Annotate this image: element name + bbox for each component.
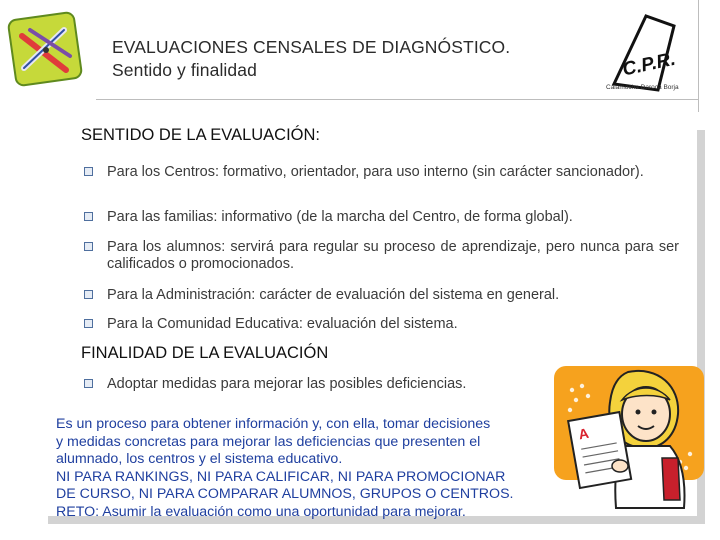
square-bullet-icon	[84, 167, 93, 176]
page-subtitle: Sentido y finalidad	[112, 60, 257, 80]
closing-line: Es un proceso para obtener información y, con ella, tomar decisiones	[56, 416, 491, 432]
svg-text:A: A	[577, 424, 590, 443]
closing-line: NI PARA RANKINGS, NI PARA CALIFICAR, NI PARA PROMOCIONAR	[56, 468, 506, 485]
list-item	[84, 287, 679, 304]
list-item	[84, 239, 679, 273]
list-item-text: Para las familias: informativo (de la marcha del Centro, de forma global).	[107, 209, 573, 225]
closing-paragraph	[56, 416, 513, 521]
list-item	[84, 316, 679, 333]
closing-line: alumnado, los centros y el sistema educativo.	[56, 451, 343, 467]
square-bullet-icon	[84, 212, 93, 221]
header-divider-vertical	[698, 0, 699, 112]
closing-line: DE CURSO, NI PARA COMPARAR ALUMNOS, GRUPOS O CENTROS.	[56, 486, 514, 502]
list-item-text: Para los Centros: formativo, orientador, para uso interno (sin carácter sancionador).	[107, 164, 644, 180]
square-bullet-icon	[84, 319, 93, 328]
square-bullet-icon	[84, 290, 93, 299]
list-item-text: Para la Comunidad Educativa: evaluación del sistema.	[107, 316, 458, 332]
closing-line: RETO: Asumir la evaluación como una oportunidad para mejorar.	[56, 503, 466, 520]
list-item	[84, 164, 679, 181]
page-title: EVALUACIONES CENSALES DE DIAGNÓSTICO.	[112, 37, 511, 57]
list-item-text: Para la Administración: carácter de evaluación del sistema en general.	[107, 287, 560, 303]
pencils-logo	[6, 10, 86, 90]
header-divider-horizontal	[96, 99, 698, 100]
square-bullet-icon	[84, 379, 93, 388]
closing-line: y medidas concretas para mejorar las deficiencias que presenten el	[56, 433, 481, 450]
cpr-logo-text: C.P.R.	[620, 48, 678, 81]
title-block	[112, 36, 510, 82]
list-item-text: Para los alumnos: servirá para regular su proceso de aprendizaje, pero nunca para ser calificados o promocionados.	[107, 239, 679, 272]
list-item-text: Adoptar medidas para mejorar las posibles deficiencias.	[107, 376, 467, 392]
square-bullet-icon	[84, 242, 93, 251]
section-heading-finalidad: FINALIDAD DE LA EVALUACIÓN	[81, 344, 329, 362]
girl-with-paper-illustration	[550, 362, 710, 512]
section-heading-sentido: SENTIDO DE LA EVALUACIÓN:	[81, 126, 321, 144]
cpr-caption: Calamocha Daroca Borja	[606, 84, 679, 91]
list-item	[84, 209, 679, 226]
